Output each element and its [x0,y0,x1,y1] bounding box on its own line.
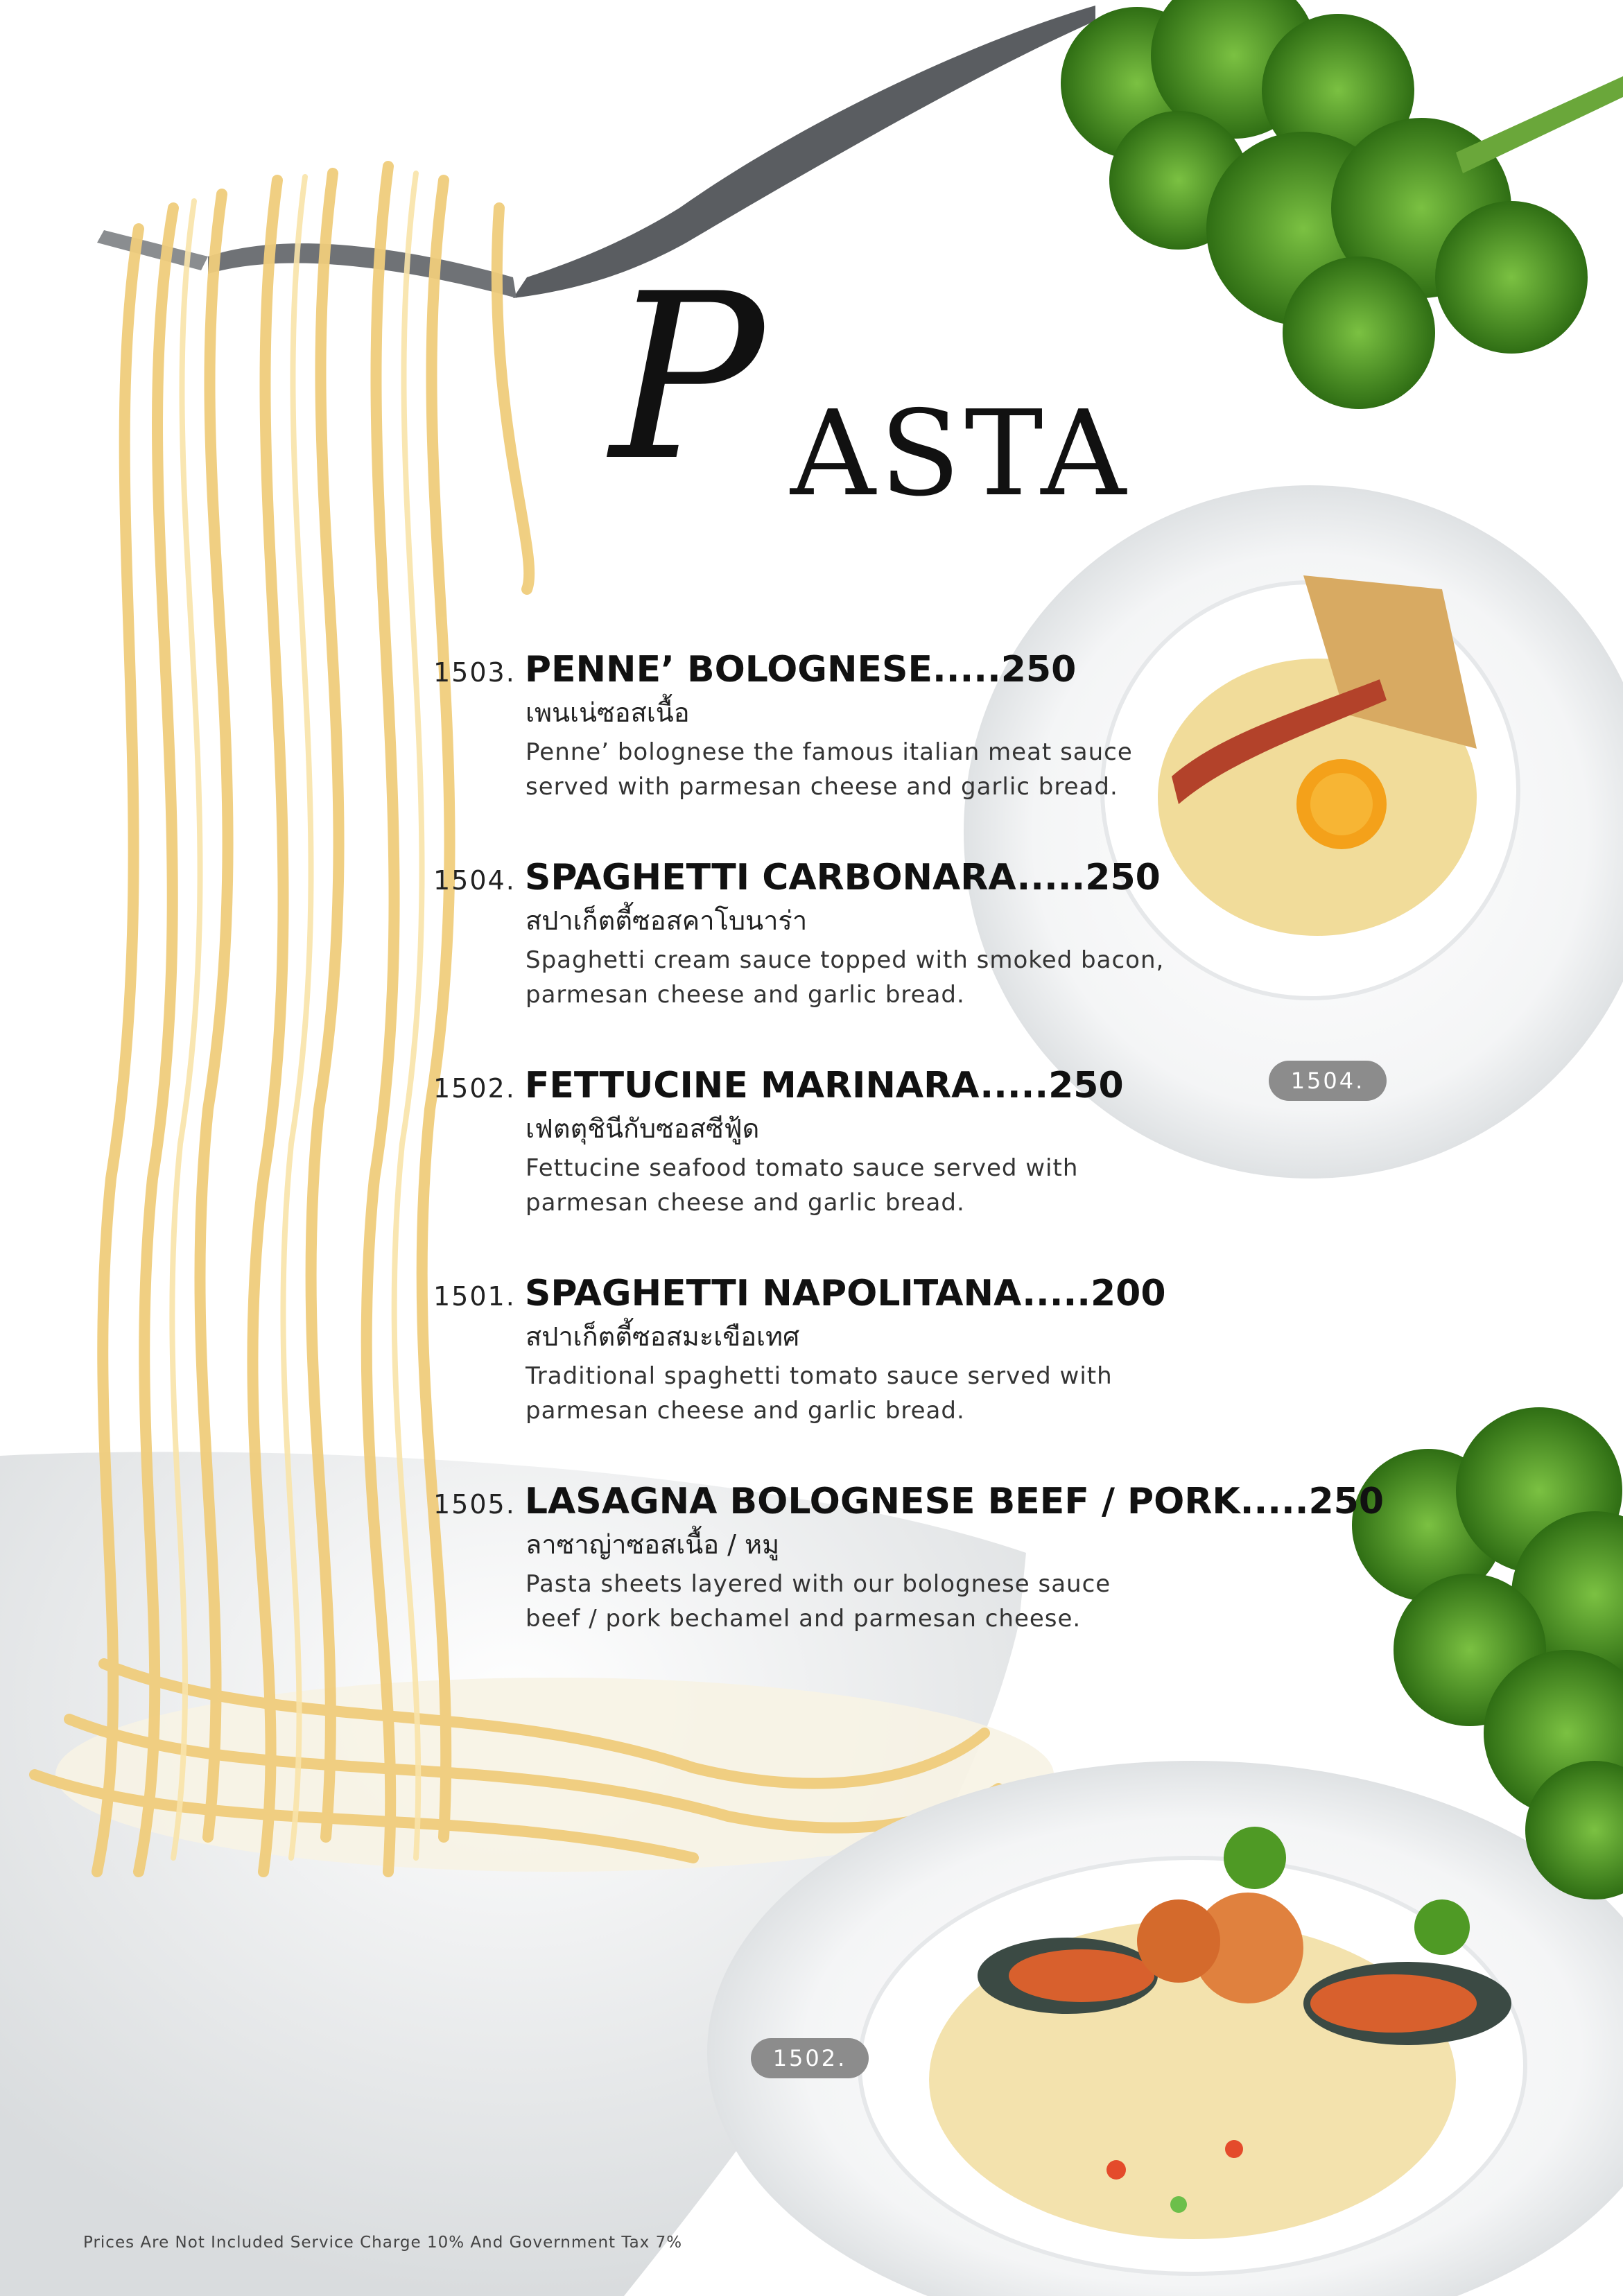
item-thai-name: สปาเก็ตตี้ซอสคาโบนาร่า [526,905,808,936]
menu-title [610,245,1137,523]
menu-item [433,857,1265,1068]
item-code: 1504. [433,865,516,896]
tax-note: Prices Are Not Included Service Charge 10% And Government Tax 7% [83,2234,683,2252]
item-thai-name: เพนเน่ซอสเนื้อ [526,697,690,728]
item-thai-name: ลาซาญ่าซอสเนื้อ / หมู [526,1529,780,1560]
menu-title-initial: P [610,245,765,511]
menu-item [433,649,1265,860]
item-description: Pasta sheets layered with our bolognese sauce beef / pork bechamel and parmesan cheese. [526,1569,1111,1633]
menu-title-rest: ASTA [790,385,1131,523]
item-name: FETTUCINE MARINARA.....250 [524,1065,1124,1106]
menu-item [433,1273,1265,1484]
menu-item [433,1481,1385,1691]
item-code: 1505. [433,1489,516,1520]
parsley-icon-top [1061,0,1623,409]
item-thai-name: สปาเก็ตตี้ซอสมะเขือเทศ [526,1321,800,1352]
item-description: Penne’ bolognese the famous italian meat sauce served with parmesan cheese and garlic bread. [526,738,1133,801]
item-code: 1502. [433,1073,516,1104]
fork-icon [97,6,1095,298]
item-name: SPAGHETTI NAPOLITANA.....200 [524,1273,1166,1314]
photo-badge-1502: 1502. [751,2038,869,2078]
item-description: Fettucine seafood tomato sauce served with parmesan cheese and garlic bread. [526,1154,1079,1217]
item-description: Traditional spaghetti tomato sauce served with parmesan cheese and garlic bread. [526,1362,1113,1425]
photo-badge-1504: 1504. [1269,1061,1387,1101]
menu-list [433,649,1385,1691]
item-code: 1501. [433,1281,516,1312]
item-description: Spaghetti cream sauce topped with smoked bacon, parmesan cheese and garlic bread. [526,946,1165,1009]
menu-item [433,1065,1265,1276]
item-thai-name: เฟตตุชินีกับซอสซีฟู้ด [526,1113,760,1144]
item-name: LASAGNA BOLOGNESE BEEF / PORK.....250 [524,1481,1385,1522]
item-name: PENNE’ BOLOGNESE.....250 [524,649,1077,690]
item-code: 1503. [433,657,516,688]
item-name: SPAGHETTI CARBONARA.....250 [524,857,1161,898]
